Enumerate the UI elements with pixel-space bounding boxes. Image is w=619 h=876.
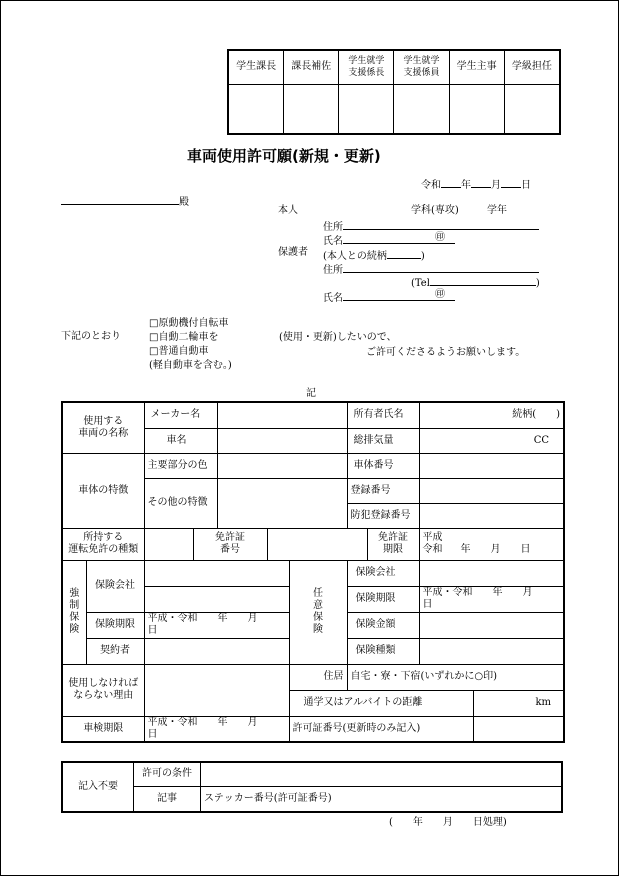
approval-header: 学生課長 bbox=[228, 50, 284, 84]
owner-relation-label: 続柄( ) bbox=[512, 409, 561, 421]
reason-label: 使用しなければ ならない理由 bbox=[62, 664, 144, 716]
voluntary-company-label: 保険会社 bbox=[347, 560, 419, 586]
voluntary-period-label: 保険期限 bbox=[347, 586, 419, 612]
date-day-field[interactable] bbox=[501, 177, 521, 188]
approval-header: 学生就学 支援係長 bbox=[339, 50, 394, 84]
voluntary-amount-label: 保険金額 bbox=[347, 612, 419, 638]
contractor-field[interactable] bbox=[144, 638, 289, 664]
processed-date: ( 年 月 日処理) bbox=[389, 817, 507, 828]
car-name-label: 車名 bbox=[144, 428, 217, 453]
option-car[interactable]: □普通自動車 bbox=[149, 346, 209, 357]
date-day-label: 日 bbox=[521, 180, 531, 191]
conditions-field[interactable] bbox=[201, 762, 563, 786]
stamp-cell[interactable] bbox=[394, 84, 449, 134]
compulsory-company-field[interactable] bbox=[144, 560, 289, 586]
license-type-field[interactable] bbox=[144, 528, 193, 560]
license-expiry-field[interactable] bbox=[419, 528, 564, 560]
body-no-label: 車体番号 bbox=[347, 453, 419, 478]
license-number-field[interactable] bbox=[267, 528, 367, 560]
date-month-field[interactable] bbox=[471, 177, 491, 188]
addressee-line bbox=[61, 192, 189, 209]
stamp-cell[interactable] bbox=[339, 84, 394, 134]
license-era2: 令和 bbox=[422, 544, 443, 555]
maker-field[interactable] bbox=[217, 402, 347, 428]
other-features-field[interactable] bbox=[217, 478, 347, 528]
compulsory-company-field-2[interactable] bbox=[144, 586, 289, 612]
conditions-label: 許可の条件 bbox=[134, 762, 201, 786]
vehicle-section-label: 使用する 車両の名称 bbox=[62, 402, 144, 453]
seal-icon: ㊞ bbox=[435, 289, 445, 300]
features-label: 車体の特徴 bbox=[62, 453, 144, 528]
stamp-cell[interactable] bbox=[449, 84, 504, 134]
approval-header: 学生就学 支援係員 bbox=[394, 50, 449, 84]
license-expiry-date bbox=[423, 544, 561, 556]
applicant-address-label: 住所 bbox=[323, 222, 343, 233]
form-title: 車両使用許可願(新規・更新) bbox=[187, 147, 381, 165]
seal-icon: ㊞ bbox=[435, 232, 445, 243]
compulsory-period-field[interactable]: 平成・令和 年 月 日 bbox=[144, 612, 289, 638]
license-expiry-label: 免許証 期限 bbox=[367, 528, 419, 560]
applicant-grade-label: 学年 bbox=[487, 205, 507, 216]
approval-header: 学生主事 bbox=[449, 50, 504, 84]
applicant-label: 本人 bbox=[278, 205, 298, 216]
body-no-field[interactable] bbox=[419, 453, 564, 478]
compulsory-period-label: 保険期限 bbox=[86, 612, 144, 638]
request-use-text: (使用・更新)したいので、 bbox=[279, 332, 397, 343]
applicant-dept-label: 学科(専攻) bbox=[411, 205, 459, 216]
guardian-label: 保護者 bbox=[278, 247, 308, 258]
voluntary-type-label: 保険種類 bbox=[347, 638, 419, 664]
approval-header: 課長補佐 bbox=[284, 50, 339, 84]
reason-field[interactable] bbox=[144, 664, 289, 716]
license-type-label: 所持する 運転免許の種類 bbox=[62, 528, 144, 560]
license-year: 年 bbox=[460, 544, 471, 555]
owner-field[interactable] bbox=[419, 402, 564, 428]
office-use-label: 記入不要 bbox=[62, 762, 134, 812]
approval-stamp-table bbox=[227, 49, 561, 135]
residence-label: 住居 bbox=[289, 664, 347, 690]
theft-reg-no-field[interactable] bbox=[419, 503, 564, 528]
compulsory-insurance-label: 強 制 保 険 bbox=[62, 560, 86, 664]
applicant-address-field[interactable] bbox=[343, 218, 539, 230]
guardian-relation-close: ) bbox=[420, 251, 425, 262]
stamp-cell[interactable] bbox=[504, 84, 560, 134]
residence-options[interactable]: 自宅・寮・下宿(いずれかに○印) bbox=[347, 664, 564, 690]
guardian-tel-close: ) bbox=[535, 278, 540, 289]
permit-no-field[interactable] bbox=[473, 716, 564, 742]
guardian-name-field[interactable] bbox=[343, 289, 455, 301]
date-year-label: 年 bbox=[461, 180, 471, 191]
applicant-name-label: 氏名 bbox=[323, 236, 343, 247]
guardian-relation-field[interactable] bbox=[387, 247, 421, 259]
guardian-tel-line bbox=[411, 274, 540, 290]
owner-label: 所有者氏名 bbox=[347, 402, 419, 428]
applicant-name-line bbox=[323, 232, 455, 248]
compulsory-company-label: 保険会社 bbox=[86, 560, 144, 612]
date-era: 令和 bbox=[421, 180, 441, 191]
request-please-text: ご許可くださるようお願いします。 bbox=[366, 347, 526, 358]
distance-field[interactable] bbox=[473, 690, 564, 716]
km-unit: km bbox=[535, 697, 552, 708]
guardian-address-label: 住所 bbox=[323, 265, 343, 276]
ki-label: 記 bbox=[306, 388, 316, 399]
license-day: 日 bbox=[520, 544, 531, 555]
date-line bbox=[421, 177, 531, 192]
displacement-label: 総排気量 bbox=[347, 428, 419, 453]
voluntary-type-field[interactable] bbox=[419, 638, 564, 664]
reg-no-field[interactable] bbox=[419, 478, 564, 503]
license-month: 月 bbox=[490, 544, 501, 555]
inspection-label: 車検期限 bbox=[62, 716, 144, 742]
inspection-field[interactable]: 平成・令和 年 月 日 bbox=[144, 716, 289, 742]
voluntary-insurance-label: 任 意 保 険 bbox=[289, 560, 347, 664]
stamp-cell[interactable] bbox=[284, 84, 339, 134]
other-features-label: その他の特徴 bbox=[144, 478, 217, 528]
notes-label: 記事 bbox=[134, 786, 201, 812]
addressee-suffix: 殿 bbox=[179, 197, 189, 208]
main-color-field[interactable] bbox=[217, 453, 347, 478]
car-name-field[interactable] bbox=[217, 428, 347, 453]
distance-label: 通学又はアルバイトの距離 bbox=[289, 690, 473, 716]
license-number-label: 免許証 番号 bbox=[193, 528, 267, 560]
guardian-name-line bbox=[323, 289, 455, 305]
voluntary-amount-field[interactable] bbox=[419, 612, 564, 638]
guardian-tel-field[interactable] bbox=[430, 274, 536, 286]
main-form-table bbox=[61, 401, 565, 743]
guardian-tel-label: (Tel bbox=[411, 278, 430, 289]
maker-label: メーカー名 bbox=[144, 402, 217, 428]
option-moped[interactable]: □原動機付自転車 bbox=[149, 318, 229, 329]
date-year-field[interactable] bbox=[441, 177, 461, 188]
permit-no-label: 許可証番号(更新時のみ記入) bbox=[289, 716, 473, 742]
date-month-label: 月 bbox=[491, 180, 501, 191]
applicant-name-field[interactable] bbox=[343, 232, 455, 244]
guardian-address-field[interactable] bbox=[343, 261, 539, 273]
stamp-cell[interactable] bbox=[228, 84, 284, 134]
approval-header: 学級担任 bbox=[504, 50, 560, 84]
main-color-label: 主要部分の色 bbox=[144, 453, 217, 478]
option-motorcycle[interactable]: □自動二輪車を bbox=[149, 332, 219, 343]
guardian-name-label: 氏名 bbox=[323, 293, 343, 304]
office-use-table bbox=[61, 761, 563, 813]
theft-reg-no-label: 防犯登録番号 bbox=[347, 503, 419, 528]
addressee-field[interactable] bbox=[61, 192, 179, 205]
voluntary-period-field[interactable]: 平成・令和 年 月 日 bbox=[419, 586, 564, 612]
sticker-label: ステッカー番号(許可証番号) bbox=[201, 786, 563, 812]
displacement-field[interactable] bbox=[419, 428, 564, 453]
guardian-relation-label: (本人との続柄 bbox=[323, 251, 387, 262]
option-note: (軽自動車を含む。) bbox=[149, 360, 232, 371]
cc-unit: CC bbox=[533, 434, 550, 446]
contractor-label: 契約者 bbox=[86, 638, 144, 664]
reg-no-label: 登録番号 bbox=[347, 478, 419, 503]
request-lead: 下記のとおり bbox=[61, 331, 121, 342]
license-era1: 平成 bbox=[422, 532, 443, 543]
voluntary-company-field[interactable] bbox=[419, 560, 564, 586]
